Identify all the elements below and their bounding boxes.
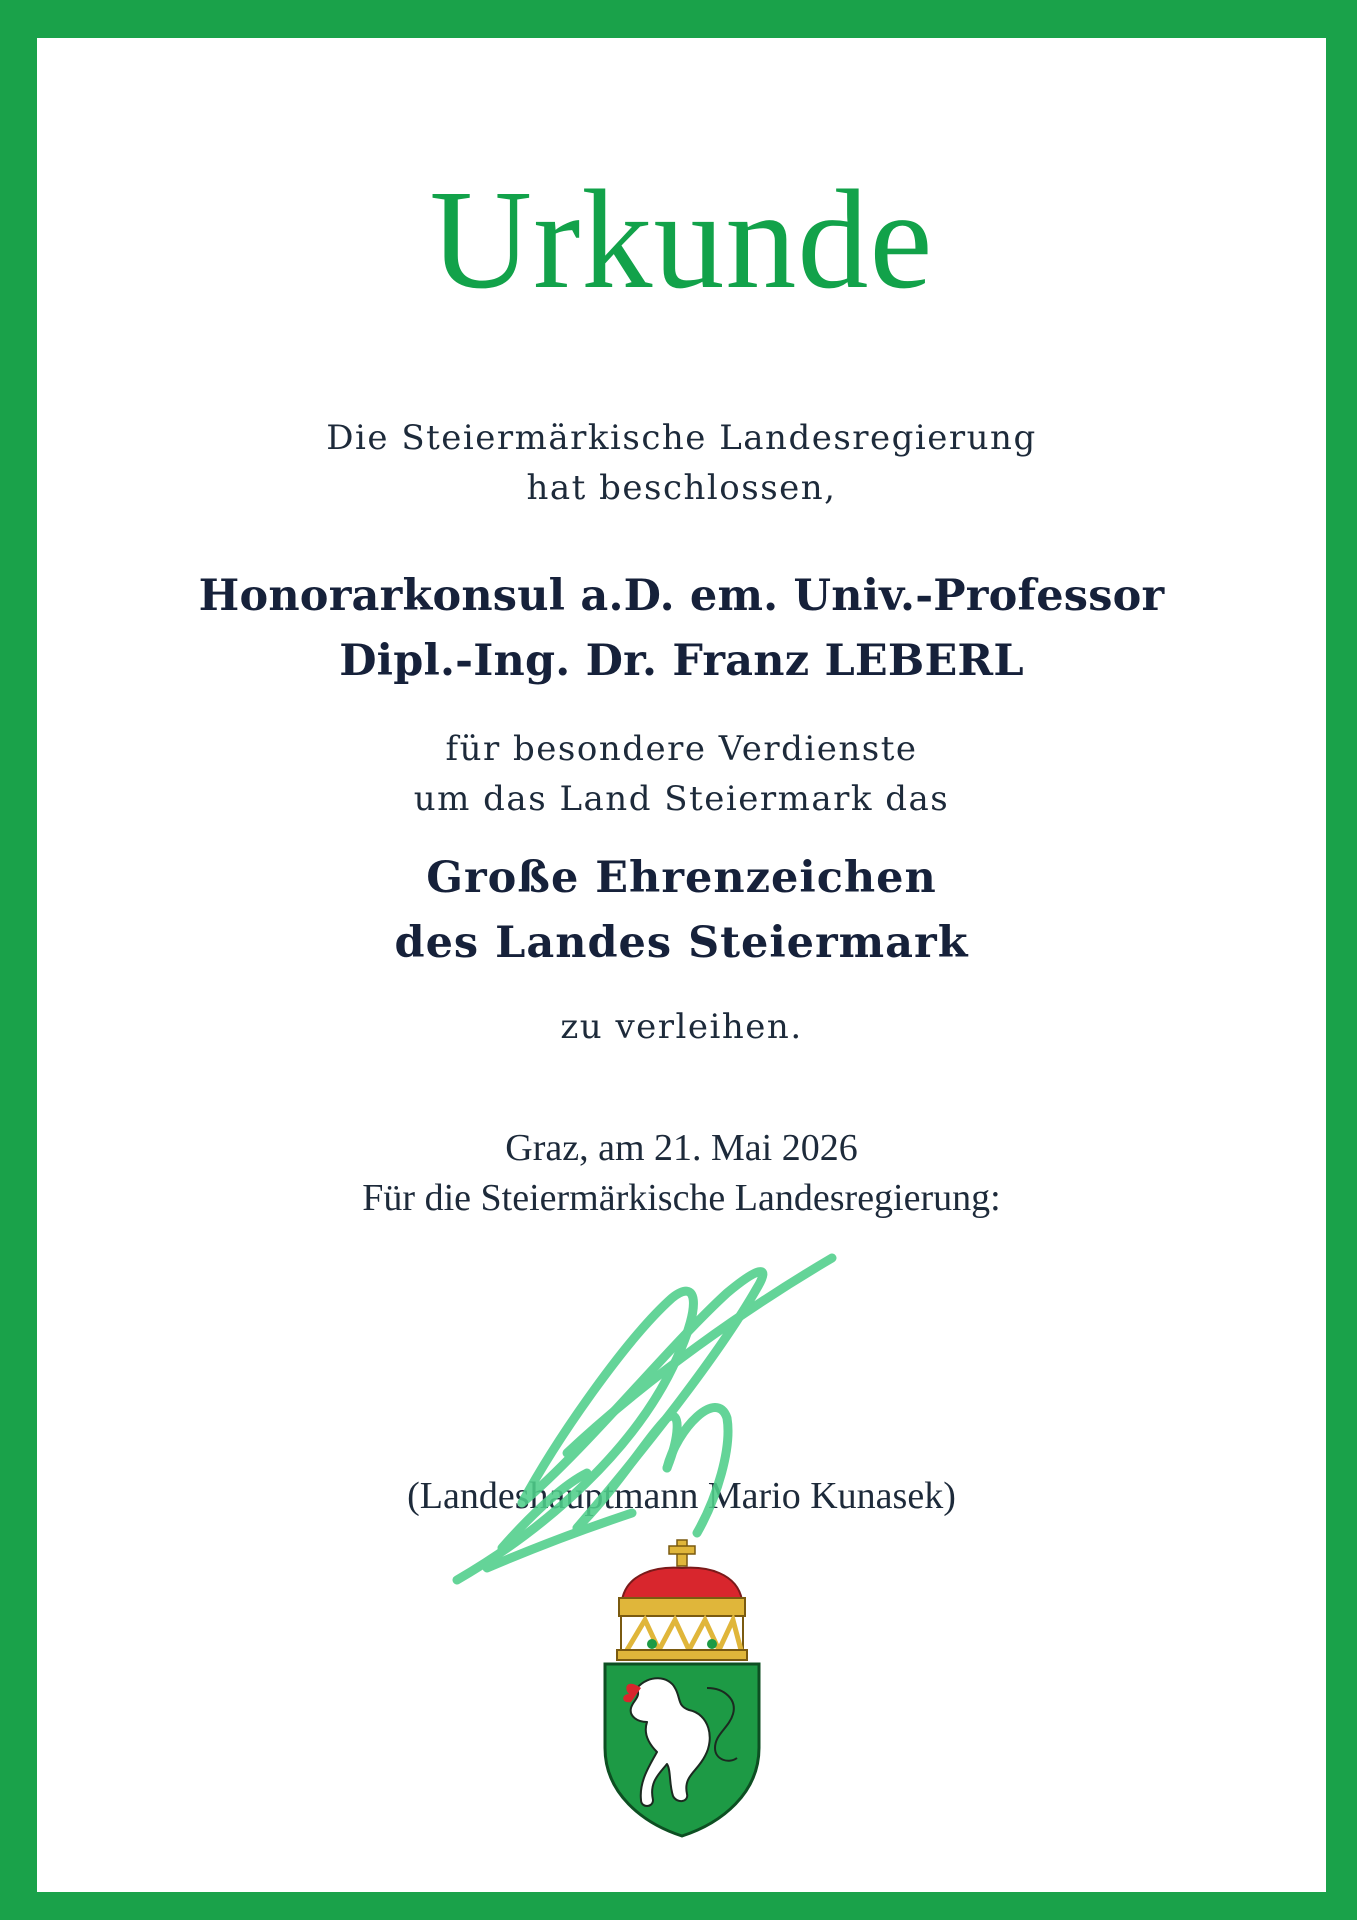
place-date-block	[37, 1123, 1326, 1223]
intro-text	[37, 413, 1326, 513]
reason-text	[37, 724, 1326, 824]
reason-line-1: für besondere Verdienste	[445, 729, 918, 769]
reason-line-2: um das Land Steiermark das	[413, 779, 950, 819]
closing-text: zu verleihen.	[560, 1007, 803, 1047]
certificate-sheet	[37, 38, 1326, 1892]
on-behalf-line: Für die Steiermärkische Landesregierung:	[362, 1177, 1001, 1219]
document-title: Urkunde	[429, 160, 934, 318]
award-line-1: Große Ehrenzeichen	[426, 853, 937, 903]
place-date: Graz, am 21. Mai 2026	[505, 1127, 858, 1169]
recipient-line-1: Honorarkonsul a.D. em. Univ.-Professor	[198, 571, 1165, 621]
coat-of-arms-icon	[597, 1538, 767, 1838]
award-name	[37, 846, 1326, 976]
recipient-name	[37, 564, 1326, 694]
intro-line-1: Die Steiermärkische Landesregierung	[326, 418, 1037, 458]
signatory-name: (Landeshauptmann Mario Kunasek)	[407, 1475, 956, 1517]
recipient-line-2: Dipl.-Ing. Dr. Franz LEBERL	[339, 636, 1024, 686]
award-line-2: des Landes Steiermark	[394, 918, 969, 968]
intro-line-2: hat beschlossen,	[526, 468, 837, 508]
